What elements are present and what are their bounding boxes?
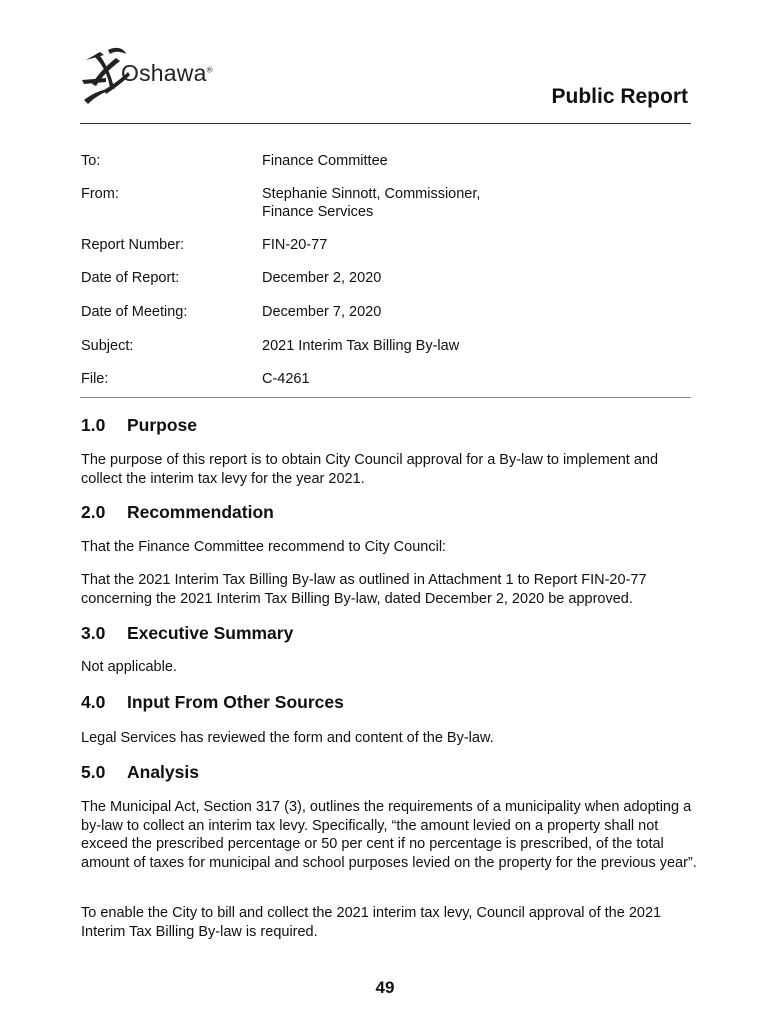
meta-label: To: xyxy=(81,153,101,169)
report-type-title: Public Report xyxy=(551,85,688,108)
meta-value-line: Stephanie Sinnott, Commissioner, xyxy=(262,186,481,202)
section-heading-recommendation xyxy=(81,502,274,523)
section-title: Input From Other Sources xyxy=(127,692,344,712)
section-paragraph: To enable the City to bill and collect the 2021 interim tax levy, Council approval of the 2021 Interim Tax Billing By-law is required. xyxy=(81,905,662,940)
section-heading-executive-summary xyxy=(81,623,293,644)
meta-value: C-4261 xyxy=(262,371,310,387)
meta-label: File: xyxy=(81,371,109,387)
section-number: 5.0 xyxy=(81,762,106,782)
meta-label: From: xyxy=(81,186,119,202)
section-heading-purpose xyxy=(81,415,197,436)
meta-value: Finance Committee xyxy=(262,153,388,169)
meta-value: FIN-20-77 xyxy=(262,237,328,253)
section-paragraph: The purpose of this report is to obtain City Council approval for a By-law to implement and collect the interim tax levy for the year 2021. xyxy=(81,452,659,487)
meta-value: December 2, 2020 xyxy=(262,270,382,286)
section-paragraph: That the 2021 Interim Tax Billing By-law as outlined in Attachment 1 to Report FIN-20-77 concerning the 2021 Interim Tax Billing By-law, dated December 2, 2020 be approved. xyxy=(81,572,647,607)
section-number: 3.0 xyxy=(81,623,106,643)
section-paragraph: That the Finance Committee recommend to City Council: xyxy=(81,539,447,555)
meta-value xyxy=(262,185,682,221)
section-heading-input-from-other-sources xyxy=(81,692,344,713)
section-paragraph: The Municipal Act, Section 317 (3), outlines the requirements of a municipality when adopting a by-law to collect an interim tax levy. Specifically, “the amount levied on a property shall not exceed the prescribed percentage or 50 per cent if no percentage is prescribed, of the total amount of taxes for municipal and school purposes levied on the property for the previous year”. xyxy=(81,799,697,871)
section-paragraph: Not applicable. xyxy=(81,659,177,675)
meta-label: Subject: xyxy=(81,338,134,354)
meta-label: Date of Report: xyxy=(81,270,180,286)
meta-value: 2021 Interim Tax Billing By-law xyxy=(262,338,460,354)
section-title: Recommendation xyxy=(127,502,274,522)
section-paragraph: Legal Services has reviewed the form and content of the By-law. xyxy=(81,730,494,746)
section-title: Executive Summary xyxy=(127,623,294,643)
meta-divider xyxy=(80,397,691,398)
section-number: 1.0 xyxy=(81,415,106,435)
meta-label: Report Number: xyxy=(81,237,185,253)
meta-value-line: Finance Services xyxy=(262,204,374,220)
logo-wordmark: Oshawa® xyxy=(121,60,213,86)
meta-value: December 7, 2020 xyxy=(262,304,382,320)
header-divider xyxy=(80,123,691,124)
section-number: 4.0 xyxy=(81,692,106,712)
meta-label: Date of Meeting: xyxy=(81,304,188,320)
section-title: Analysis xyxy=(127,762,199,782)
section-heading-analysis xyxy=(81,762,199,783)
section-title: Purpose xyxy=(127,415,198,435)
page-number: 49 xyxy=(375,978,395,997)
section-number: 2.0 xyxy=(81,502,106,522)
